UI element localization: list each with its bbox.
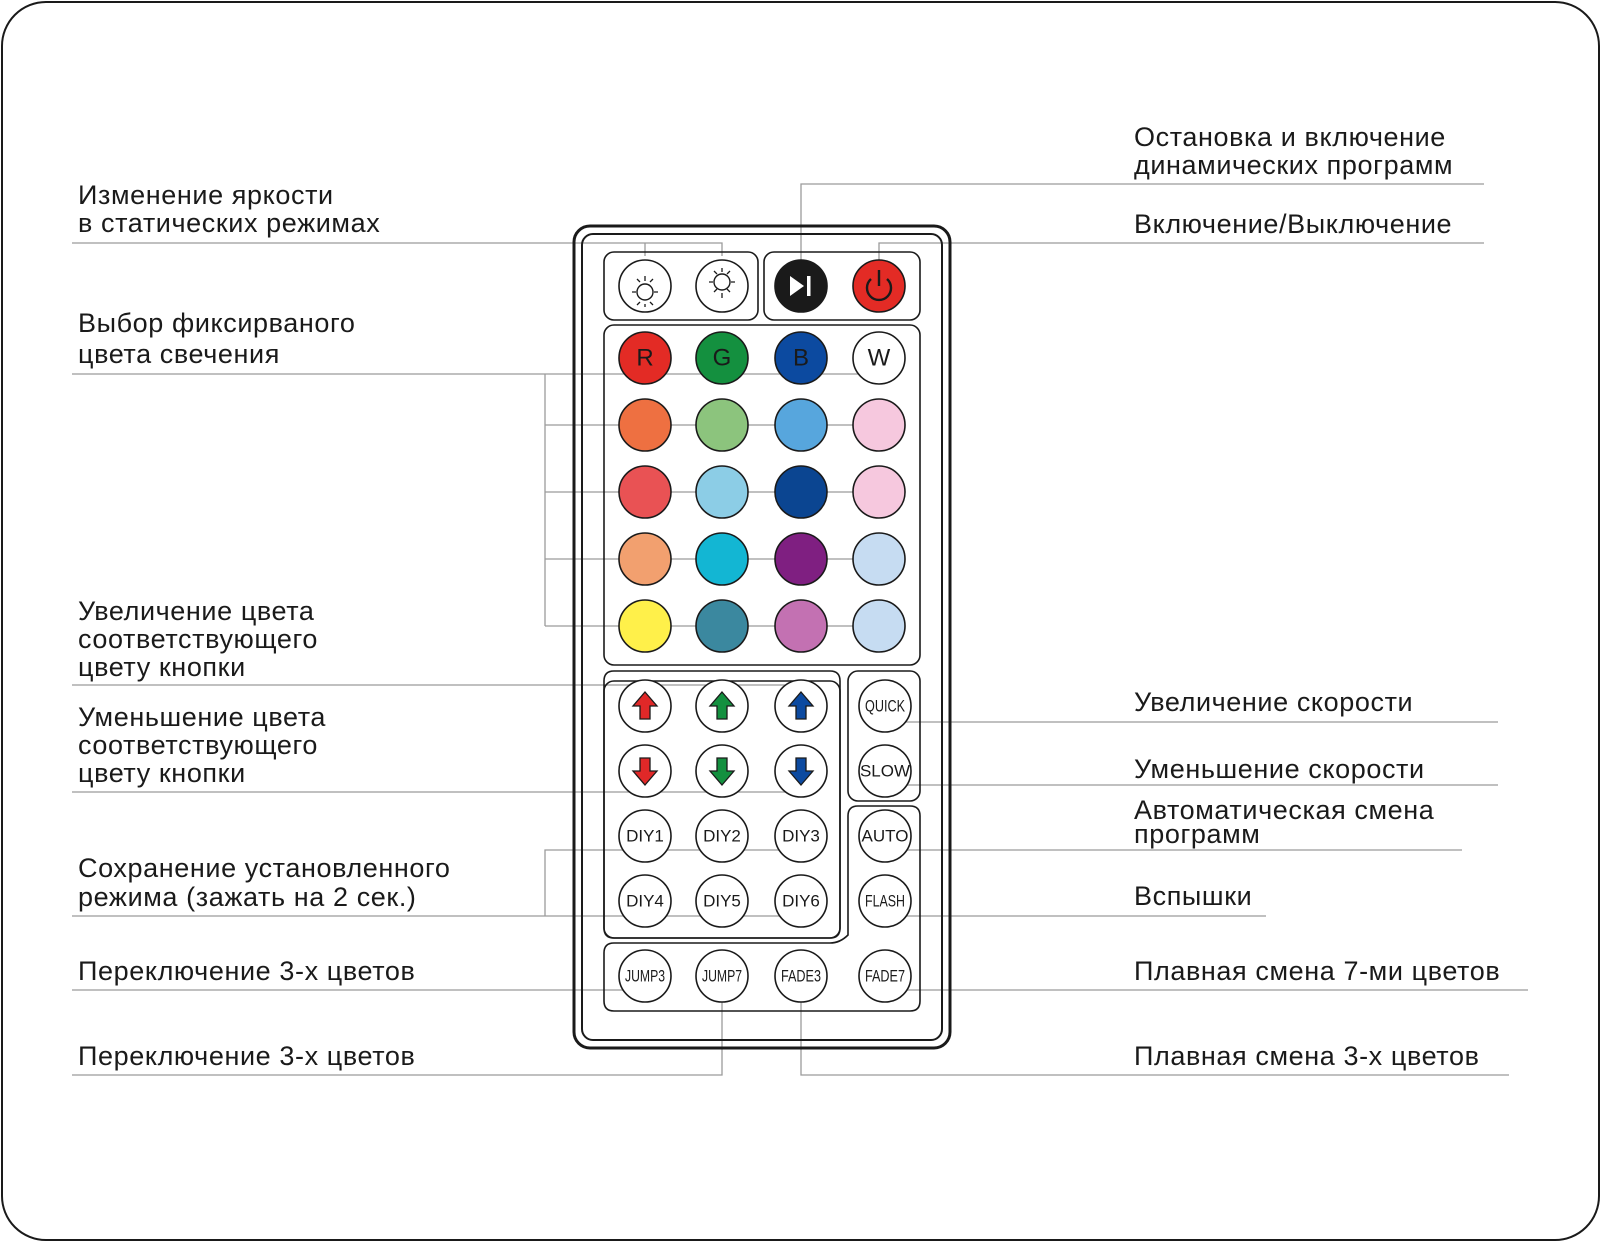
flash-button[interactable] [859,875,911,927]
decrease-color-button[interactable] [696,745,748,797]
diy-button[interactable] [775,875,827,927]
jump7-button[interactable] [696,950,748,1002]
label-flash: Вспышки [1134,881,1253,911]
quick-button[interactable] [859,680,911,732]
increase-color-button[interactable] [619,680,671,732]
diy-button-label: DIY3 [782,826,820,846]
color-button[interactable] [619,466,671,518]
color-button[interactable] [619,399,671,451]
diy-button[interactable] [775,810,827,862]
power-button[interactable] [853,260,905,312]
label-fade7: Плавная смена 7-ми цветов [1134,956,1501,986]
color-button[interactable] [775,600,827,652]
label-fixed-color-line2: цвета свечения [78,339,280,369]
label-fade3: Плавная смена 3-х цветов [1134,1041,1480,1071]
jump3-button-label: JUMP3 [625,966,665,986]
color-button[interactable] [619,600,671,652]
decrease-color-button[interactable] [619,745,671,797]
fade3-button-label: FADE3 [781,966,821,986]
brightness-down-button[interactable] [619,260,671,312]
brightness-up-button[interactable] [696,260,748,312]
quick-button-label: QUICK [865,696,906,716]
color-button[interactable] [853,600,905,652]
fade7-button[interactable] [859,950,911,1002]
label-auto-line2: программ [1134,819,1261,849]
fade3-button[interactable] [775,950,827,1002]
auto-button-label: AUTO [861,826,909,846]
label-play-pause-line2: динамических программ [1134,150,1454,180]
diy-button[interactable] [619,875,671,927]
jump3-button[interactable] [619,950,671,1002]
label-decrease-color-line2: соответствующего [78,730,318,760]
label-increase-color-line1: Увеличение цвета [78,596,315,626]
color-button[interactable] [775,399,827,451]
color-button[interactable] [696,332,748,384]
color-button[interactable] [696,466,748,518]
play-pause-button[interactable] [775,260,827,312]
label-fixed-color-line1: Выбор фиксирваного [78,308,356,338]
diy-button-label: DIY2 [703,826,741,846]
label-brightness-line1: Изменение яркости [78,180,334,210]
color-button[interactable] [853,533,905,585]
label-auto-line1: Автоматическая смена [1134,795,1435,825]
color-button[interactable] [775,466,827,518]
color-button[interactable] [853,399,905,451]
color-button[interactable] [619,533,671,585]
diy-button-label: DIY5 [703,891,741,911]
label-brightness-line2: в статических режимах [78,208,381,238]
color-button[interactable] [853,466,905,518]
increase-color-button[interactable] [775,680,827,732]
slow-button[interactable] [859,745,911,797]
label-increase-color-line2: соответствующего [78,624,318,654]
color-button[interactable] [696,600,748,652]
diy-button-label: DIY6 [782,891,820,911]
label-increase-color-line3: цвету кнопки [78,652,246,682]
color-button[interactable] [775,533,827,585]
label-save-mode-line2: режима (зажать на 2 сек.) [78,882,417,912]
slow-button-label: SLOW [859,761,911,781]
label-quick: Увеличение скорости [1134,687,1414,717]
diy-button-label: DIY4 [626,891,664,911]
color-letter: G [712,344,732,372]
label-power: Включение/Выключение [1134,209,1453,239]
diy-button-label: DIY1 [626,826,664,846]
decrease-color-button[interactable] [775,745,827,797]
fade7-button-label: FADE7 [865,966,905,986]
label-decrease-color-line1: Уменьшение цвета [78,702,326,732]
color-letter: B [792,344,810,372]
color-button[interactable] [853,332,905,384]
label-play-pause-line1: Остановка и включение [1134,122,1446,152]
auto-button[interactable] [859,810,911,862]
label-slow: Уменьшение скорости [1134,754,1425,784]
diy-button[interactable] [619,810,671,862]
diy-button[interactable] [696,810,748,862]
increase-color-button[interactable] [696,680,748,732]
diy-button[interactable] [696,875,748,927]
color-button[interactable] [696,533,748,585]
color-letter: W [867,344,891,372]
jump7-button-label: JUMP7 [702,966,742,986]
label-decrease-color-line3: цвету кнопки [78,758,246,788]
color-letter: R [636,344,654,372]
label-jump3-b: Переключение 3-х цветов [78,1041,416,1071]
label-save-mode-line1: Сохранение установленного [78,853,451,883]
flash-button-label: FLASH [865,891,905,911]
color-button[interactable] [619,332,671,384]
color-button[interactable] [775,332,827,384]
color-button[interactable] [696,399,748,451]
label-jump3-a: Переключение 3-х цветов [78,956,416,986]
